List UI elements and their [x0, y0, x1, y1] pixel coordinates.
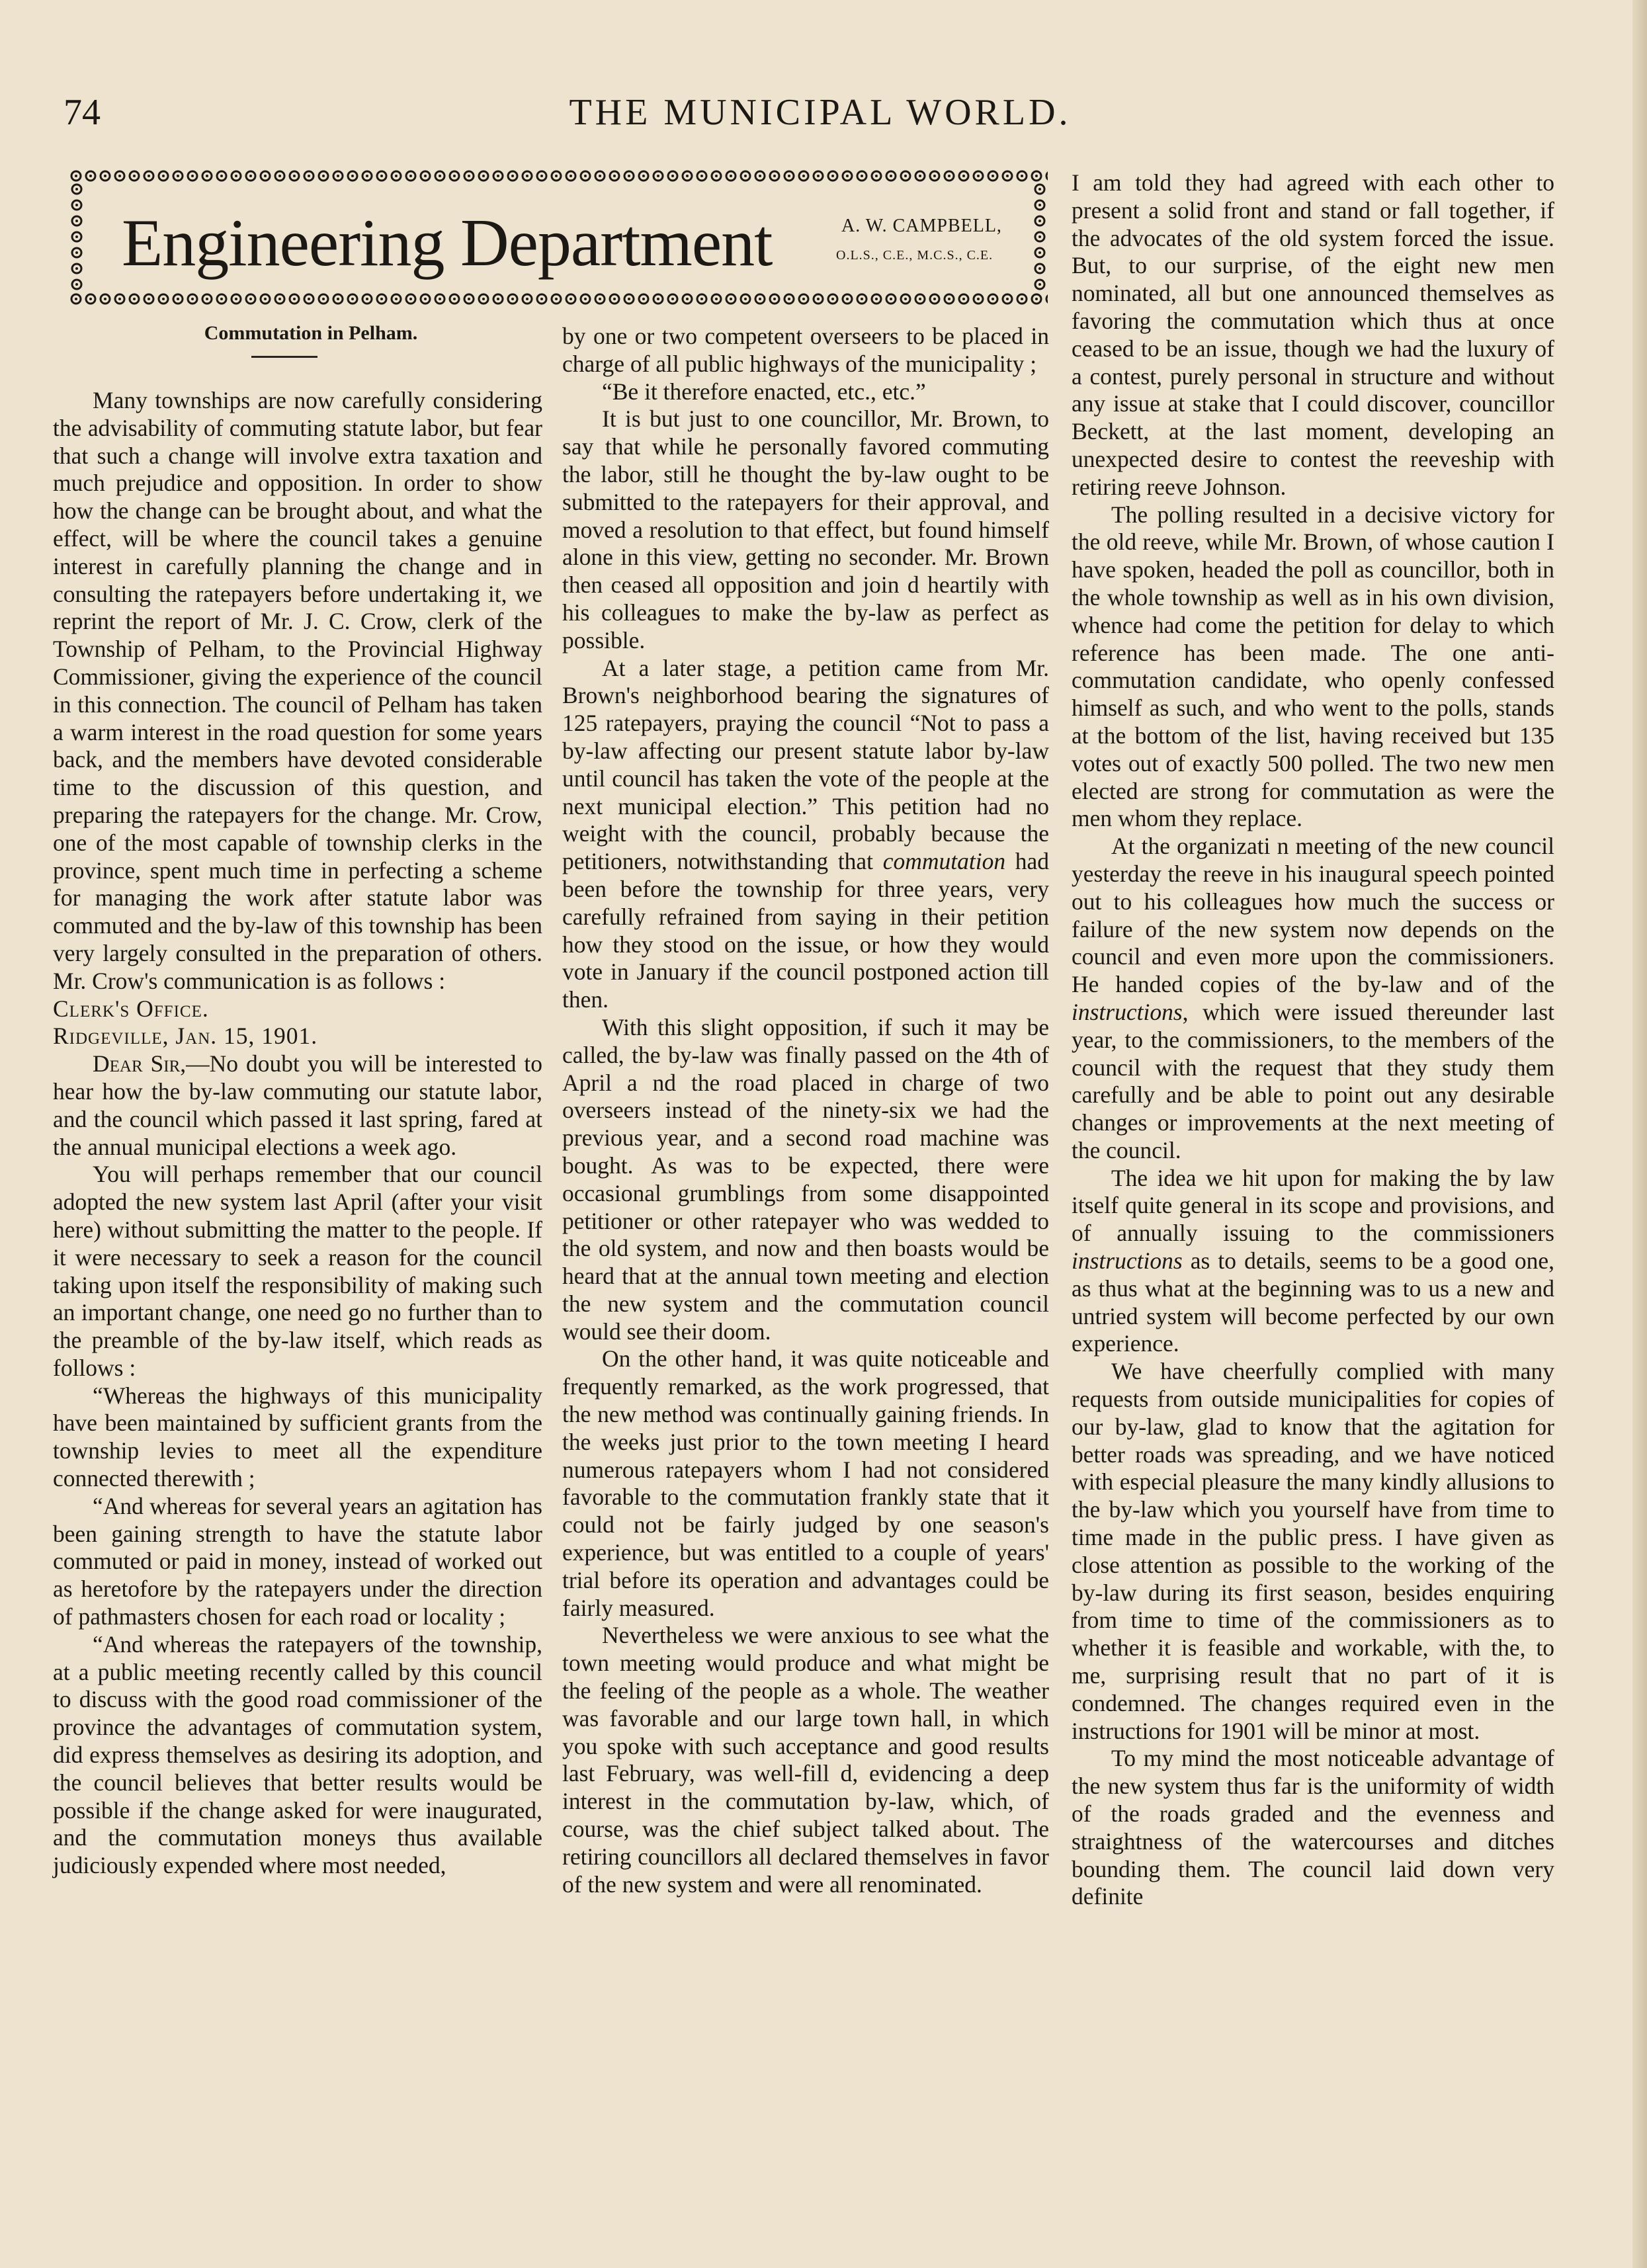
- paragraph: Nevertheless we were anxious to see what the town meeting would produce and what might be the feeling of the people as a whole. The weather was favorable and our large town hall, in which you spoke with such acceptance and good results last February, was well-fill d, evidencing a deep interest in the commutation by-law, which, of course, was the chief subject talked about. The retiring councillors all declared themselves in favor of the new system and were all renominated.: [562, 1622, 1049, 1898]
- paragraph-text: At a later stage, a petition came from Mr. Brown's neighborhood bearing the signatures of 125 ratepayers, praying the council “Not to pass a by-law affecting our present statute labor by-law until council has taken the vote of the people at the next municipal election.” This petition had no weight with the council, probably because the petitioners, notwithstanding that: [562, 654, 1049, 875]
- emphasis: instructions: [1072, 998, 1183, 1025]
- department-credentials: O.L.S., C.E., M.C.S., C.E.: [836, 248, 993, 263]
- paragraph: “Whereas the highways of this municipality have been maintained by sufficient grants from the township levies to meet all the expenditure connected therewith ;: [53, 1382, 542, 1492]
- department-title: Engineering Department: [122, 206, 773, 280]
- article-column-3: [1072, 169, 1554, 1911]
- letter-place-date: Ridgeville, Jan. 15, 1901.: [53, 1023, 318, 1050]
- paragraph: [562, 655, 1049, 1014]
- article-subtitle: Commutation in Pelham.: [204, 322, 418, 344]
- paragraph: To my mind the most noticeable advantage of the new system thus far is the uniformity of width of the roads graded and the evenness and straightness of the watercourses and ditches bounding them. The council laid down very definite: [1072, 1745, 1554, 1910]
- ornamental-rule-bottom: [69, 291, 1048, 307]
- paragraph: [1072, 1165, 1554, 1359]
- paragraph: [53, 1050, 542, 1161]
- paragraph: You will perhaps remember that our council adopted the new system last April (after your visit here) without submitting the matter to the people. If it were necessary to seek a reason for the council taking upon itself the responsibility of making such an important change, one need go no further than to the preamble of the by-law itself, which reads as follows :: [53, 1161, 542, 1381]
- running-head: THE MUNICIPAL WORLD.: [569, 92, 1072, 133]
- page-edge: [1632, 0, 1647, 2268]
- paragraph: We have cheerfully complied with many requests from outside municipalities for copies of our by-law, glad to know that the agitation for better roads was spreading, and we have noticed with especial pleasure the many kindly allusions to the by-law which you yourself have from time to time made in the public press. I have given as close attention as possible to the working of the by-law during its first season, besides enquiring from time to time of the commissioners as to whether it is feasible and workable, with the, to me, surprising result that no part of it is condemned. The changes required even in the instructions for 1901 will be minor at most.: [1072, 1358, 1554, 1744]
- article-column-1: [53, 320, 542, 1880]
- paragraph-text: had been before the township for three years, very carefully refrained from saying in their petition how they stood on the issue, or how they would vote in January if the council postponed action till then.: [562, 848, 1049, 1013]
- department-author: A. W. CAMPBELL,: [841, 216, 1002, 236]
- ornamental-rule-left: [69, 181, 85, 294]
- emphasis: commutation: [882, 848, 1006, 875]
- paragraph-text: At the organizati n meeting of the new council yesterday the reeve in his inaugural speech pointed out to his colleagues how much the success or failure of the new system now depends on the council and even more upon the commissioners. He handed copies of the by-law and of the: [1072, 833, 1554, 998]
- paragraph: “Be it therefore enacted, etc., etc.”: [602, 378, 926, 405]
- paragraph: “And whereas for several years an agitation has been gaining strength to have the statute labor commuted or paid in money, instead of worked out as heretofore by the ratepayers under the direction of pathmasters chosen for each road or locality ;: [53, 1492, 542, 1630]
- letter-office-line: Clerk's Office.: [53, 995, 209, 1022]
- article-column-2: [562, 323, 1049, 1898]
- ornamental-rule-right: [1032, 181, 1048, 294]
- paragraph: On the other hand, it was quite noticeable and frequently remarked, as the work progressed, that the new method was continually gaining friends. In the weeks just prior to the town meeting I heard numerous ratepayers whom I had not considered favorable to the commutation frankly state that it could not be fairly judged by one season's experience, but was entitled to a couple of years' trial before its operation and advantages could be fairly measured.: [562, 1345, 1049, 1621]
- paragraph: Many townships are now carefully considering the advisability of commuting statute labor, but fear that such a change will involve extra taxation and much prejudice and opposition. In order to show how the change can be brought about, and what the effect, will be where the council takes a genuine interest in carefully planning the change and in consulting the ratepayers before undertaking it, we reprint the report of Mr. J. C. Crow, clerk of the Township of Pelham, to the Provincial Highway Commissioner, giving the experience of the council in this connection. The council of Pelham has taken a warm interest in the road question for some years back, and the members have devoted considerable time to the discussion of this question, and preparing the ratepayers for the change. Mr. Crow, one of the most capable of township clerks in the province, spent much time in perfecting a scheme for managing the work after statute labor was commuted and the by-law of this township has been very largely consulted in the preparation of others. Mr. Crow's communication is as follows :: [53, 387, 542, 994]
- paragraph: [1072, 833, 1554, 1165]
- paragraph: “And whereas the ratepayers of the township, at a public meeting recently called by this council to discuss with the good road commissioner of the province the advantages of commutation system, did express themselves as desiring its adoption, and the council believes that better results would be possible if the change asked for were inaugurated, and the commutation moneys thus available judiciously expended where most needed,: [53, 1630, 542, 1879]
- paragraph: I am told they had agreed with each other to present a solid front and stand or fall together, if the advocates of the old system forced the issue. But, to our surprise, of the eight new men nominated, all but one announced themselves as favoring the commutation which thus at once ceased to be an issue, though we had the luxury of a contest, purely personal in structure and without any issue at stake that I could discover, councillor Beckett, at the last moment, developing an unexpected desire to contest the reeveship with retiring reeve Johnson.: [1072, 169, 1554, 500]
- emphasis: instructions: [1072, 1247, 1183, 1275]
- paragraph-text: as to details, seems to be a good one, as thus what at the beginning was to us a new and untried system will become perfected by our own experience.: [1072, 1247, 1554, 1357]
- paragraph: It is but just to one councillor, Mr. Brown, to say that while he personally favored commuting the labor, still he thought the by-law ought to be submitted to the ratepayers for their approval, and moved a resolution to that effect, but found himself alone in this view, getting no seconder. Mr. Brown then ceased all opposition and join d heartily with his colleagues to make the by-law as perfect as possible.: [562, 405, 1049, 653]
- paragraph: With this slight opposition, if such it may be called, the by-law was finally passed on the 4th of April a nd the road placed in charge of two overseers instead of the ninety-six we had the previous year, and a second road machine was bought. As was to be expected, there were occasional grumblings from some disappointed petitioner or other ratepayer who was wedded to the old system, and now and then boasts would be heard that at the annual town meeting and election the new system and the commutation council would see their doom.: [562, 1013, 1049, 1345]
- page-number: 74: [63, 92, 101, 133]
- ornamental-rule-top: [69, 168, 1048, 184]
- paragraph: by one or two competent overseers to be placed in charge of all public highways of the municipality ;: [562, 323, 1049, 377]
- letter-salutation: Dear Sir,: [93, 1050, 187, 1077]
- paragraph-text: , which were issued thereunder last year, to the commissioners, to the members of the council with the request that they study them carefully and be able to point out any desirable changes or improvements at the next meeting of the council.: [1072, 998, 1554, 1163]
- department-header-box: [69, 168, 1048, 307]
- paragraph: The polling resulted in a decisive victory for the old reeve, while Mr. Brown, of whose caution I have spoken, headed the poll as councillor, both in the whole township as well as in his own division, whence had come the petition for delay to which reference has been made. The one anti-commutation candidate, who openly confessed himself as such, and who went to the polls, stands at the bottom of the list, having received but 135 votes out of exactly 500 polled. The two new men elected are strong for commutation as were the men whom they replace.: [1072, 501, 1554, 832]
- paragraph-text: The idea we hit upon for making the by law itself quite general in its scope and provisions, and of annually issuing to the commissioners: [1072, 1164, 1554, 1247]
- subtitle-rule: [251, 356, 317, 358]
- paragraph-text: —No doubt you will be interested to hear how the by-law commuting our statute labor, and the council which passed it last spring, fared at the annual municipal elections a week ago.: [53, 1050, 542, 1160]
